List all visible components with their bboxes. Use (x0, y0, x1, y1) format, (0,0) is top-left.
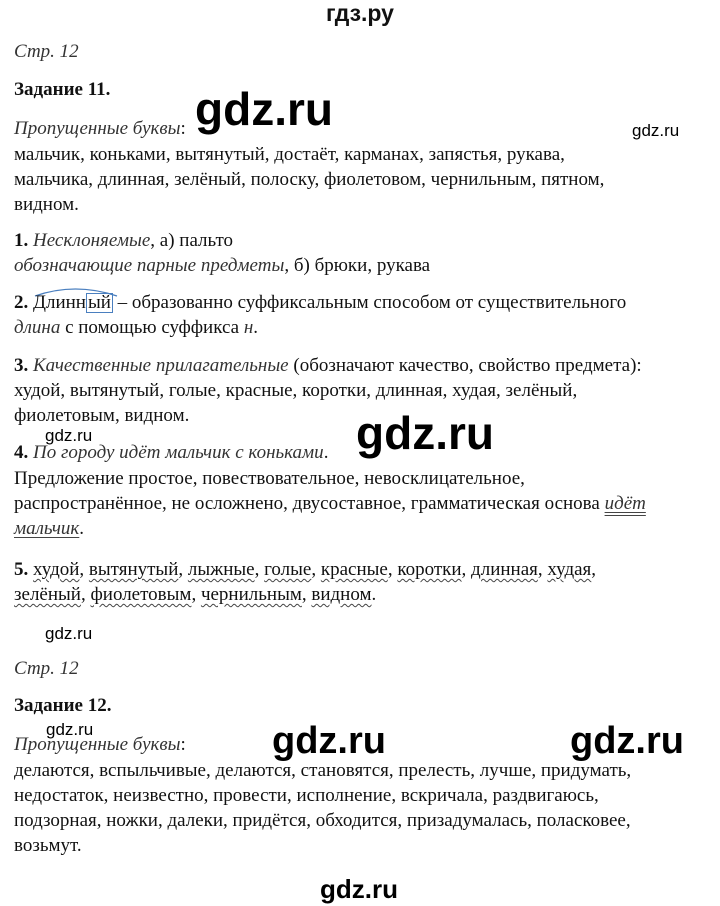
word-root: Длинн (33, 292, 86, 313)
adjective-word: длинная (471, 559, 538, 580)
point-number: 1. (14, 230, 29, 251)
point-number: 3. (14, 355, 29, 376)
point-text: . (79, 518, 85, 539)
adjective-word: коротки (397, 559, 462, 580)
page-reference: Стр. 12 (14, 41, 79, 62)
point-1-line-2 (14, 254, 430, 278)
point-4-line-3 (14, 492, 646, 516)
page-reference: Стр. 12 (14, 658, 79, 679)
watermark: gdz.ru (46, 720, 94, 739)
term: Несклоняемые (33, 230, 151, 251)
term: Качественные прилагательные (33, 355, 289, 376)
colon: : (180, 118, 186, 139)
adjective-word: худой (33, 559, 80, 580)
point-text: , б) брюки, рукава (284, 255, 431, 276)
example-sentence: По городу идёт мальчик с коньками (33, 442, 324, 463)
point-number: 4. (14, 442, 29, 463)
missing-letters-heading: Пропущенные буквы (14, 734, 181, 755)
adjective-word: вытянутый (88, 559, 179, 580)
words-line: подзорная, ножки, далеки, придётся, обходится, призадумалась, поласковее, (14, 810, 631, 831)
point-3 (14, 354, 642, 378)
adjective-word: худая (547, 559, 592, 580)
watermark: gdz.ru (570, 720, 684, 762)
watermark: gdz.ru (356, 407, 494, 459)
suffix: н (243, 317, 254, 338)
point-text: . (253, 317, 259, 338)
adjective-word: фиолетовым (90, 584, 192, 605)
point-text: с помощью суффикса (60, 317, 244, 338)
point-number: 5. (14, 559, 29, 580)
point-1 (14, 229, 233, 253)
point-text: , а) пальто (150, 230, 234, 251)
words-line: возьмут. (14, 835, 82, 856)
adjective-word: лыжные (187, 559, 255, 580)
point-text: (обозначают качество, свойство предмета): (288, 355, 642, 376)
predicate: идёт (604, 493, 646, 514)
term: длина (14, 317, 61, 338)
adjective-list: зелёный, фиолетовым, чернильным, видном (14, 584, 372, 605)
adjective-word: голые (264, 559, 312, 580)
subject: мальчик (14, 518, 80, 539)
point-2-line-2 (14, 316, 258, 340)
task-title: Задание 11. (14, 79, 111, 100)
point-3-line-3: фиолетовым, видном. (14, 405, 190, 426)
words-line: мальчик, коньками, вытянутый, достаёт, карманах, запястья, рукава, (14, 144, 565, 165)
adjective-word: чернильным (200, 584, 302, 605)
words-line: мальчика, длинная, зелёный, полоску, фиолетовом, чернильным, пятном, (14, 169, 605, 190)
point-3-line-2: худой, вытянутый, голые, красные, коротки, длинная, худая, зелёный, (14, 380, 578, 401)
point-4-line-4 (14, 517, 84, 541)
adjective-word: красные (320, 559, 388, 580)
missing-letters-heading: Пропущенные буквы (14, 118, 181, 139)
watermark: gdz.ru (195, 83, 333, 135)
missing-letters-label (14, 117, 186, 141)
watermark: gdz.ru (320, 874, 398, 904)
adjective-word: видном (311, 584, 372, 605)
colon: : (180, 734, 186, 755)
point-number: 2. (14, 292, 29, 313)
words-line: делаются, вспыльчивые, делаются, становятся, прелесть, лучше, придумать, (14, 760, 632, 781)
point-4-line-2: Предложение простое, повествовательное, невосклицательное, (14, 468, 525, 489)
watermark: gdz.ru (632, 121, 680, 140)
words-line: видном. (14, 194, 79, 215)
point-5-line-2: зелёный, фиолетовым, чернильным, видном. (14, 584, 377, 605)
term: обозначающие парные предметы (14, 255, 285, 276)
watermark: gdz.ru (45, 624, 93, 643)
ending-box: ый (87, 292, 111, 313)
missing-letters-label (14, 733, 186, 757)
point-5: 5. худой, вытянутый, лыжные, голые, красные, коротки, длинная, худая, (14, 559, 597, 580)
point-text: распространённое, не осложнено, двусоставное, грамматическая основа (14, 493, 605, 514)
adjective-word: зелёный (14, 584, 81, 605)
words-line: недостаток, неизвестно, провести, исполнение, вскричала, раздвигаюсь, (14, 785, 599, 806)
adjective-list: худой, вытянутый, лыжные, голые, красные, коротки, длинная, худая (33, 559, 592, 580)
site-header[interactable]: гдз.ру (326, 0, 394, 26)
watermark: gdz.ru (45, 426, 93, 445)
task-title: Задание 12. (14, 695, 112, 716)
point-text: – образованно суффиксальным способом от существительного (112, 292, 627, 313)
point-2 (14, 291, 626, 315)
watermark: gdz.ru (272, 720, 386, 762)
point-text: . (323, 442, 329, 463)
